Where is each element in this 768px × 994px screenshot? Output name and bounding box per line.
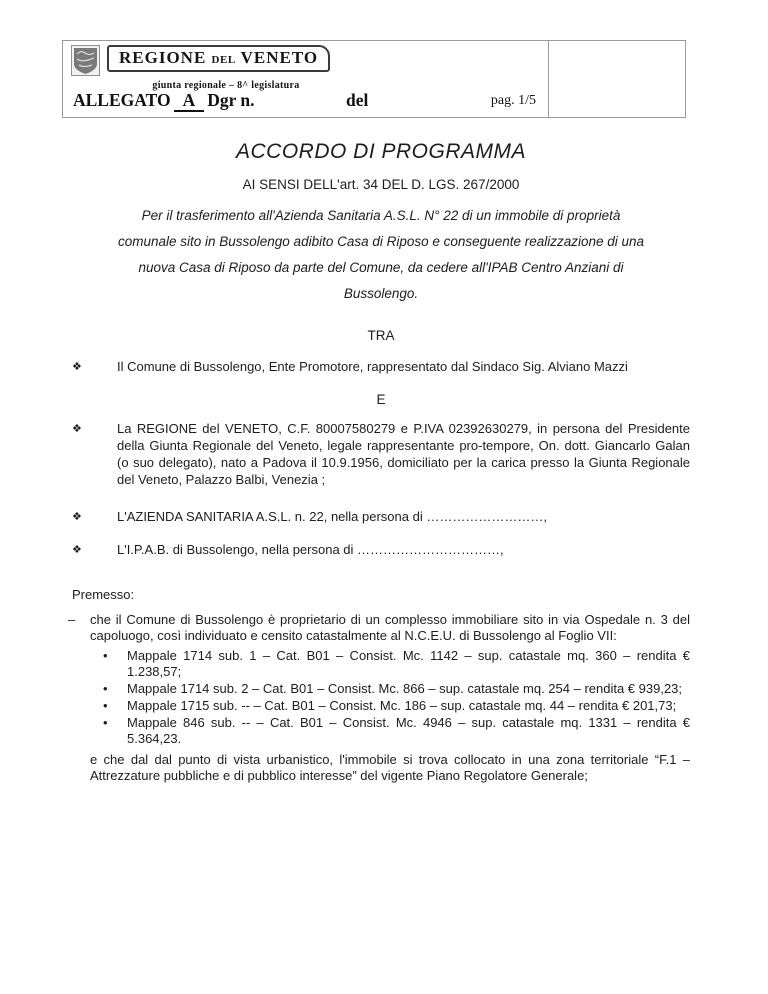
mappale-text: Mappale 846 sub. -- – Cat. B01 – Consist. Mc. 4946 – sup. catastale mq. 1331 – rendita € 5.364,23. bbox=[127, 715, 690, 746]
allegato-label: ALLEGATO bbox=[73, 90, 171, 110]
header-table bbox=[62, 40, 686, 118]
diamond-bullet-icon: ❖ bbox=[72, 423, 82, 435]
mappale-text: Mappale 1715 sub. -- – Cat. B01 – Consist. Mc. 186 – sup. catastale mq. 44 – rendita € 201,73; bbox=[127, 698, 677, 713]
dot-bullet-icon: • bbox=[103, 681, 108, 696]
brand-word-veneto: VENETO bbox=[240, 48, 319, 67]
brand-word-del: DEL bbox=[211, 54, 236, 66]
brand-box bbox=[107, 45, 330, 72]
tra-heading: TRA bbox=[367, 328, 395, 343]
party-text: L'I.P.A.B. di Bussolengo, nella persona di ……………………………, bbox=[117, 542, 504, 557]
allegato-label-group bbox=[73, 90, 255, 110]
party-item-regione bbox=[72, 420, 690, 488]
closing-paragraph: e che dal dal punto di vista urbanistico, l'immobile si trova collocato in una zona territoriale “F.1 – Attrezzature pubbliche e di pubblico interesse” del vigente Piano Regolatore Generale; bbox=[90, 752, 690, 783]
brand-word-regione: REGIONE bbox=[119, 48, 207, 67]
e-heading: E bbox=[376, 392, 386, 407]
mappale-item bbox=[103, 715, 690, 747]
party-text: Il Comune di Bussolengo, Ente Promotore, rappresentato dal Sindaco Sig. Alviano Mazzi bbox=[117, 359, 628, 374]
premise-text: che il Comune di Bussolengo è proprietario di un complesso immobiliare sito in via Ospedale n. 3 del capoluogo, così individuato e censito catastalmente al N.C.E.U. di Bussolengo al Foglio VII: bbox=[90, 612, 690, 643]
party-text: L'AZIENDA SANITARIA A.S.L. n. 22, nella persona di ………………………, bbox=[117, 509, 547, 524]
document-content bbox=[68, 140, 690, 784]
party-item-comune bbox=[72, 358, 690, 375]
brand-row bbox=[71, 44, 540, 78]
mappale-item bbox=[103, 698, 690, 714]
mappale-text: Mappale 1714 sub. 2 – Cat. B01 – Consist. Mc. 866 – sup. catastale mq. 254 – rendita € 939,23; bbox=[127, 681, 683, 696]
del-label: del bbox=[346, 90, 369, 110]
mappale-text: Mappale 1714 sub. 1 – Cat. B01 – Consist. Mc. 1142 – sup. catastale mq. 360 – rendita € 1.238,57; bbox=[127, 648, 690, 679]
mappali-list bbox=[103, 648, 690, 747]
document-intro bbox=[72, 203, 690, 307]
intro-line: comunale sito in Bussolengo adibito Casa di Riposo e conseguente realizzazione di una bbox=[117, 234, 645, 249]
party-item-ipab bbox=[72, 541, 690, 558]
header-left-cell bbox=[63, 41, 548, 117]
allegato-row bbox=[73, 90, 540, 112]
allegato-letter: A bbox=[174, 92, 205, 112]
dash-bullet-icon: – bbox=[68, 612, 76, 627]
intro-line: nuova Casa di Riposo da parte del Comune, da cedere all'IPAB Centro Anziani di bbox=[138, 260, 624, 275]
document-title: ACCORDO DI PROGRAMMA bbox=[235, 140, 526, 163]
dot-bullet-icon: • bbox=[103, 715, 108, 730]
intro-line: Per il trasferimento all'Azienda Sanitaria A.S.L. N° 22 di un immobile di proprietà bbox=[141, 208, 621, 223]
dot-bullet-icon: • bbox=[103, 698, 108, 713]
diamond-bullet-icon: ❖ bbox=[72, 544, 82, 556]
giunta-regionale-line: giunta regionale – 8^ legislatura bbox=[152, 80, 300, 91]
dgr-label: Dgr n. bbox=[207, 90, 255, 110]
diamond-bullet-icon: ❖ bbox=[72, 511, 82, 523]
party-text: La REGIONE del VENETO, C.F. 80007580279 e P.IVA 02392630279, in persona del Presidente della Giunta Regionale del Veneto, legale rappresentante pro-tempore, On. dott. Giancarlo Galan (o suo delegato), nato a Padova il 10.9.1956, domiciliato per la carica presso la Giunta Regionale del Veneto, Palazzo Balbi, Venezia ; bbox=[117, 421, 690, 487]
party-item-asl bbox=[72, 508, 690, 525]
diamond-bullet-icon: ❖ bbox=[72, 361, 82, 373]
page-indicator: pag. 1/5 bbox=[490, 93, 536, 108]
premise-item bbox=[68, 612, 690, 644]
document-subtitle: AI SENSI DELL'art. 34 DEL D. LGS. 267/2000 bbox=[242, 177, 520, 192]
dot-bullet-icon: • bbox=[103, 648, 108, 663]
mappale-item bbox=[103, 681, 690, 697]
regione-veneto-crest-icon bbox=[71, 45, 100, 78]
header-right-cell bbox=[548, 41, 685, 117]
premesso-label: Premesso: bbox=[72, 587, 135, 602]
mappale-item bbox=[103, 648, 690, 680]
intro-line: Bussolengo. bbox=[343, 286, 419, 301]
